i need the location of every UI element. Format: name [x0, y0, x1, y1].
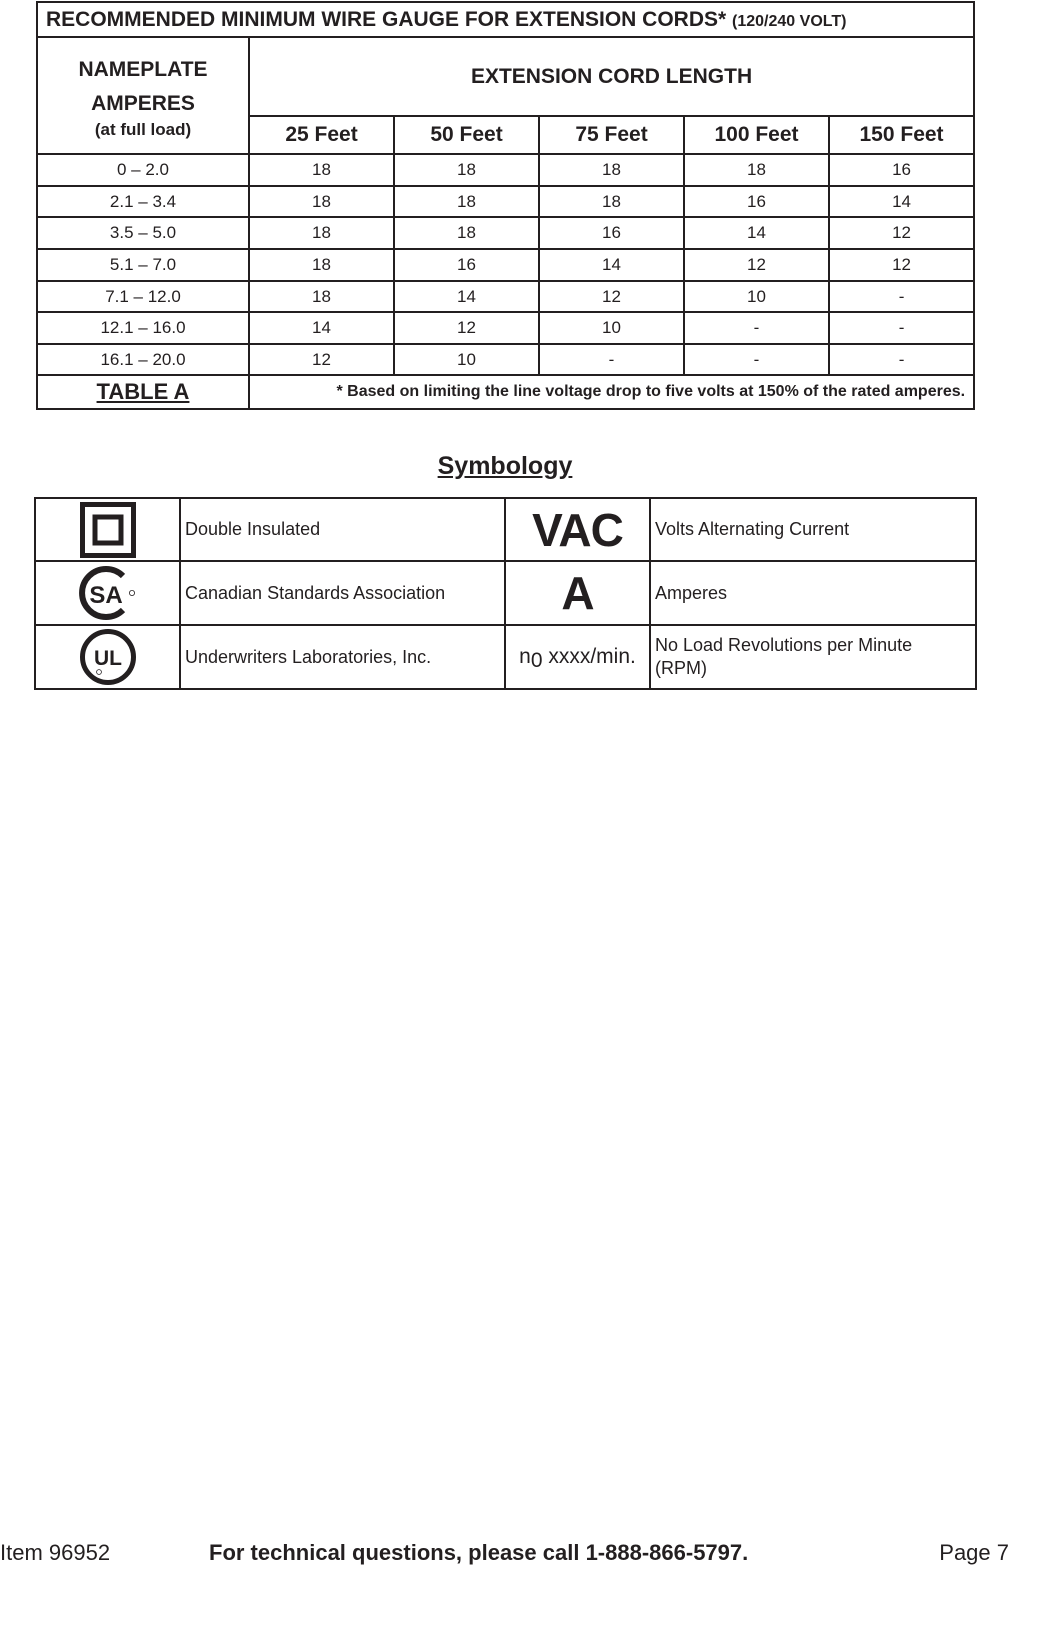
table-title-voltage: (120/240 VOLT): [732, 12, 847, 30]
gauge-cell: 18: [539, 154, 684, 186]
table-row: [37, 154, 974, 186]
symbology-heading: Symbology: [437, 452, 573, 480]
table-row: [37, 312, 974, 344]
table-title: RECOMMENDED MINIMUM WIRE GAUGE FOR EXTENSION CORDS* (120/240 VOLT): [37, 2, 974, 37]
amperes-symbol: A: [561, 567, 594, 619]
nameplate-line3: (at full load): [94, 119, 192, 139]
nameplate-line1: NAMEPLATE: [78, 57, 208, 81]
gauge-cell: -: [539, 344, 684, 375]
vac-symbol: VAC: [532, 503, 623, 556]
nameplate-amperes-header: [37, 37, 249, 154]
footer-item-number: Item 96952: [0, 1540, 111, 1565]
gauge-cell: 18: [249, 154, 394, 186]
amperes-cell: 3.5 – 5.0: [37, 217, 249, 249]
csa-logo-icon: [77, 564, 139, 622]
length-header: 150 Feet: [829, 116, 974, 154]
amperes-cell: 7.1 – 12.0: [37, 281, 249, 312]
table-row: [37, 281, 974, 312]
gauge-cell: 16: [394, 249, 539, 281]
footer-technical-questions: For technical questions, please call 1-888-866-5797.: [209, 1540, 749, 1565]
length-header: 25 Feet: [249, 116, 394, 154]
gauge-cell: 12: [829, 217, 974, 249]
gauge-cell: 14: [829, 186, 974, 217]
symbology-row: [35, 561, 976, 625]
gauge-cell: 12: [539, 281, 684, 312]
gauge-cell: 12: [829, 249, 974, 281]
table-row: [37, 249, 974, 281]
ul-logo-icon: [79, 628, 137, 686]
table-footnote: * Based on limiting the line voltage drop to five volts at 150% of the rated amperes.: [249, 375, 974, 409]
double-insulated-icon: [80, 502, 136, 558]
symbology-row: [35, 498, 976, 561]
gauge-cell: 18: [684, 154, 829, 186]
wire-gauge-table: [36, 1, 975, 410]
gauge-cell: 18: [249, 249, 394, 281]
gauge-cell: -: [829, 281, 974, 312]
no-load-rpm-desc: No Load Revolutions per Minute (RPM): [650, 625, 976, 689]
amperes-cell: 16.1 – 20.0: [37, 344, 249, 375]
gauge-cell: 18: [394, 186, 539, 217]
symbology-table: [34, 497, 977, 690]
length-header: 100 Feet: [684, 116, 829, 154]
length-header: 50 Feet: [394, 116, 539, 154]
length-header: 75 Feet: [539, 116, 684, 154]
gauge-cell: 10: [539, 312, 684, 344]
svg-text:UL: UL: [93, 647, 122, 670]
no-load-rpm-symbol: n0 xxxx/min.: [519, 645, 636, 672]
table-row: [37, 186, 974, 217]
gauge-cell: 10: [394, 344, 539, 375]
extension-cord-length-header: EXTENSION CORD LENGTH: [249, 37, 974, 116]
gauge-cell: 16: [539, 217, 684, 249]
gauge-cell: -: [684, 344, 829, 375]
gauge-cell: 12: [684, 249, 829, 281]
gauge-cell: 16: [684, 186, 829, 217]
gauge-cell: -: [829, 344, 974, 375]
amperes-cell: 5.1 – 7.0: [37, 249, 249, 281]
csa-desc: Canadian Standards Association: [180, 561, 505, 625]
gauge-cell: 18: [394, 217, 539, 249]
gauge-cell: 18: [249, 281, 394, 312]
amperes-cell: 12.1 – 16.0: [37, 312, 249, 344]
footer-page-number: Page 7: [939, 1540, 1009, 1565]
table-row: [37, 344, 974, 375]
gauge-cell: 10: [684, 281, 829, 312]
gauge-cell: -: [684, 312, 829, 344]
gauge-cell: 18: [249, 186, 394, 217]
amperes-cell: 0 – 2.0: [37, 154, 249, 186]
gauge-cell: 12: [394, 312, 539, 344]
vac-desc: Volts Alternating Current: [650, 498, 976, 561]
gauge-cell: 16: [829, 154, 974, 186]
svg-text:SA: SA: [88, 582, 123, 609]
gauge-cell: 14: [539, 249, 684, 281]
table-name: TABLE A: [37, 375, 249, 409]
table-row: [37, 217, 974, 249]
gauge-cell: 14: [684, 217, 829, 249]
nameplate-line2: AMPERES: [91, 91, 195, 115]
gauge-cell: 18: [249, 217, 394, 249]
double-insulated-desc: Double Insulated: [180, 498, 505, 561]
gauge-cell: 12: [249, 344, 394, 375]
gauge-cell: 14: [394, 281, 539, 312]
gauge-cell: 18: [394, 154, 539, 186]
ul-desc: Underwriters Laboratories, Inc.: [180, 625, 505, 689]
amperes-cell: 2.1 – 3.4: [37, 186, 249, 217]
amperes-desc: Amperes: [650, 561, 976, 625]
gauge-cell: 14: [249, 312, 394, 344]
symbology-row: [35, 625, 976, 689]
gauge-cell: -: [829, 312, 974, 344]
gauge-cell: 18: [539, 186, 684, 217]
